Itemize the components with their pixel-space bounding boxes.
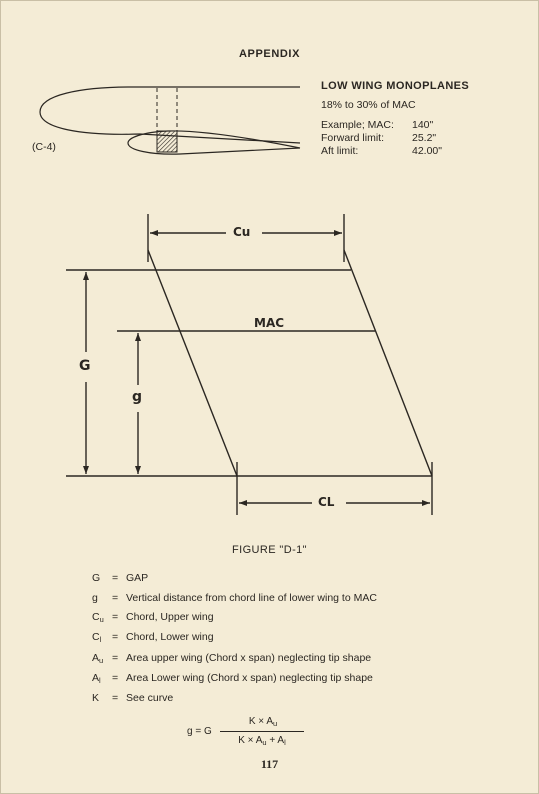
- legend-equals: =: [112, 652, 119, 664]
- small-g-label: g: [132, 389, 143, 405]
- cl-label: CL: [318, 495, 335, 509]
- legend-text: GAP: [126, 572, 149, 584]
- small-g-arrow-bottom: [135, 466, 141, 474]
- trailing-edge-line: [344, 250, 432, 476]
- example-title: LOW WING MONOPLANES: [321, 80, 470, 92]
- legend-text: Chord, Lower wing: [126, 631, 214, 643]
- leading-edge-line: [148, 250, 237, 476]
- small-g-arrow-top: [135, 333, 141, 341]
- big-g-arrow-top: [83, 272, 89, 280]
- figure-caption: FIGURE "D-1": [232, 544, 307, 556]
- formula-numerator: $K \times A_u$: [248, 716, 278, 728]
- cu-arrow-right: [334, 230, 342, 236]
- legend-symbol: Al: [92, 672, 101, 685]
- example-forward-limit-label: Forward limit:: [321, 132, 385, 144]
- cl-arrow-left: [239, 500, 247, 506]
- example-aft-limit-value: 42.00": [412, 145, 443, 157]
- formula-lhs: g = G: [187, 726, 212, 737]
- legend-symbol: Cu: [92, 611, 104, 624]
- big-g-label: G: [79, 358, 91, 374]
- example-mac-value: 140": [412, 119, 434, 131]
- legend-symbol: Cl: [92, 631, 102, 644]
- formula-denominator: $K \times A_u + A_l$: [238, 735, 286, 747]
- legend-text: Area upper wing (Chord x span) neglecting tip shape: [126, 652, 372, 664]
- legend-equals: =: [112, 631, 119, 643]
- legend-equals: =: [112, 592, 119, 604]
- example-range: 18% to 30% of MAC: [321, 99, 416, 111]
- legend-equals: =: [112, 672, 119, 684]
- example-mac-label: Example; MAC:: [321, 119, 394, 131]
- legend-symbol: Au: [92, 652, 104, 665]
- page-number: 117: [260, 757, 279, 771]
- legend-equals: =: [112, 572, 119, 584]
- legend-text: Area Lower wing (Chord x span) neglecting tip shape: [126, 672, 373, 684]
- cu-arrow-left: [150, 230, 158, 236]
- legend-equals: =: [112, 692, 119, 704]
- legend-text: Chord, Upper wing: [126, 611, 214, 623]
- formula-fraction-bar: [220, 731, 304, 732]
- big-g-arrow-bottom: [83, 466, 89, 474]
- page-header-title: APPENDIX: [238, 48, 301, 60]
- legend-text: Vertical distance from chord line of lower wing to MAC: [126, 592, 377, 604]
- cl-arrow-right: [422, 500, 430, 506]
- legend-symbol: K: [92, 692, 100, 704]
- airfoil-label: (C-4): [32, 141, 56, 153]
- example-aft-limit-label: Aft limit:: [321, 145, 359, 157]
- example-forward-limit-value: 25.2": [412, 132, 437, 144]
- legend-symbol: G: [92, 572, 101, 584]
- legend-symbol: g: [92, 592, 98, 604]
- legend-text: See curve: [126, 692, 174, 704]
- cu-label: Cu: [233, 225, 251, 239]
- legend-equals: =: [112, 611, 119, 623]
- mac-label: MAC: [254, 316, 285, 330]
